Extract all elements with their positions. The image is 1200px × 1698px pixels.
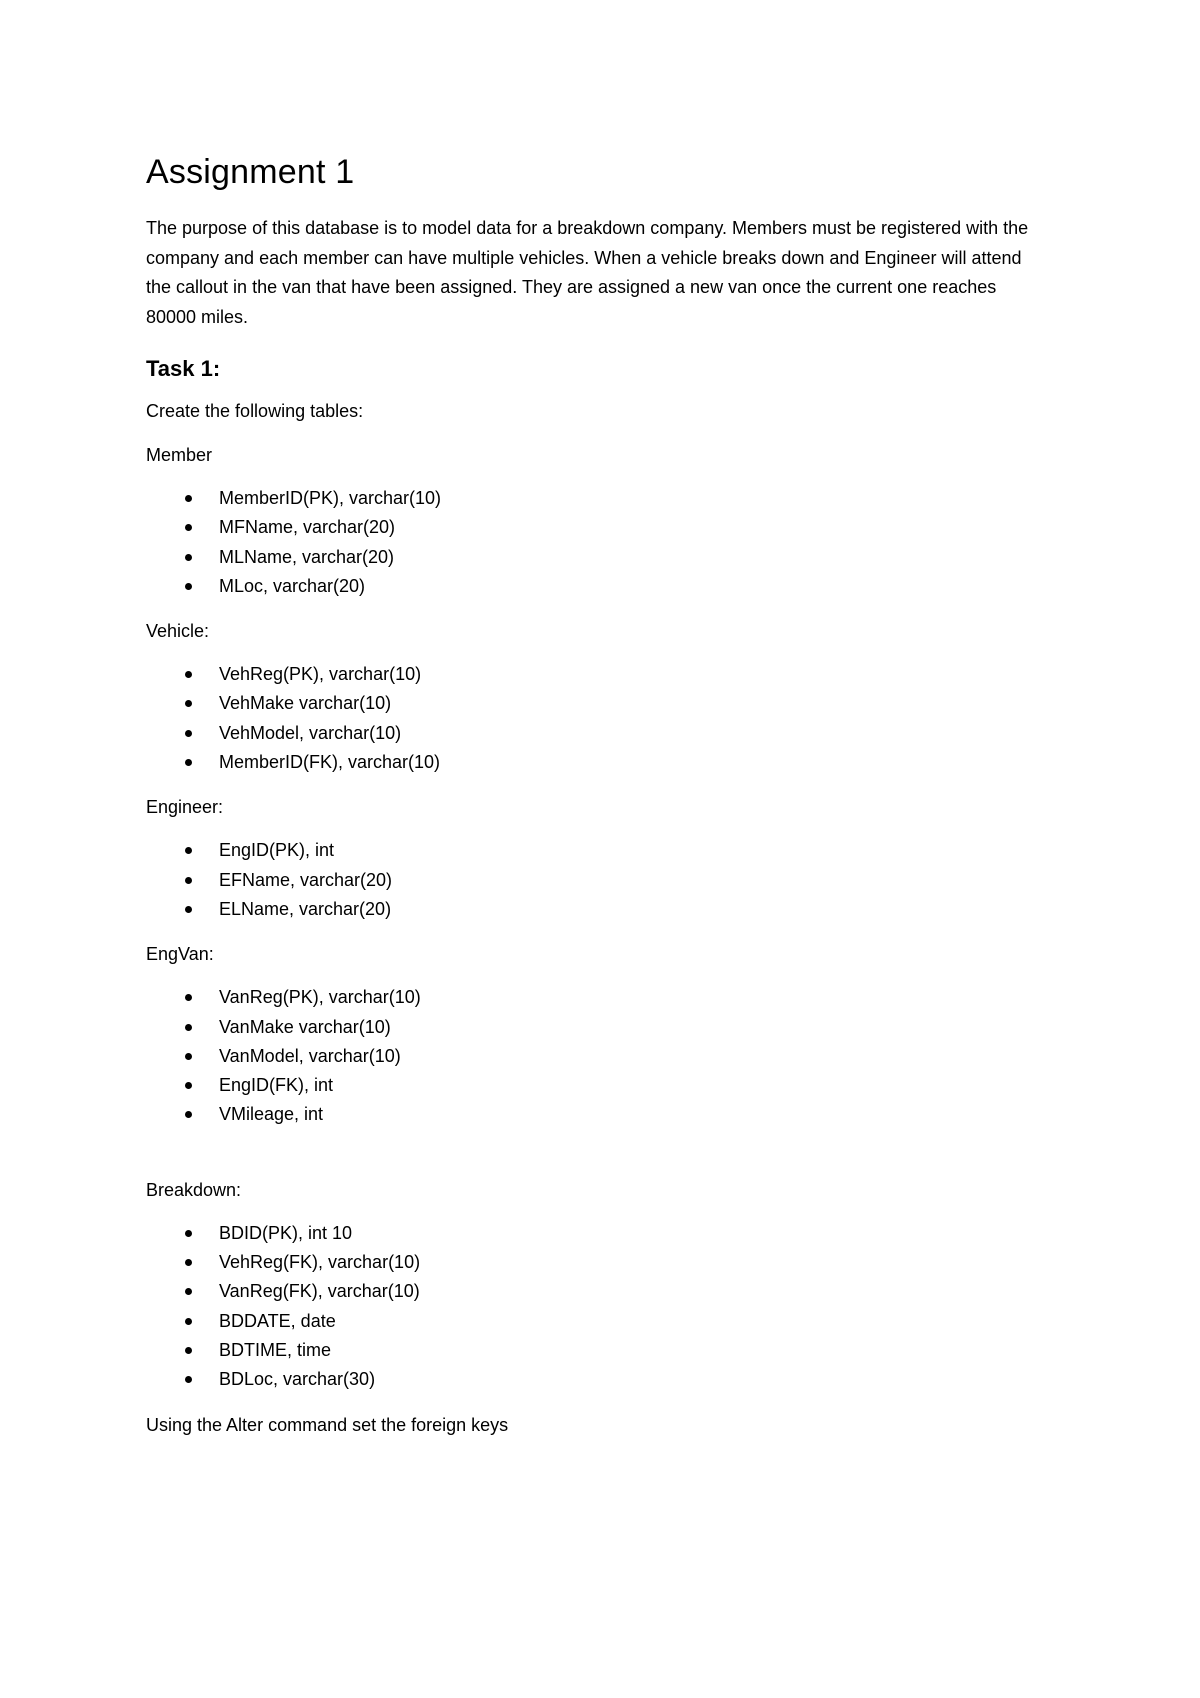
bullet-icon <box>185 877 192 884</box>
list-item <box>146 866 1046 895</box>
field-text: VanReg(FK), varchar(10) <box>219 1281 420 1302</box>
list-item <box>146 983 1046 1012</box>
field-text: BDTIME, time <box>219 1339 332 1360</box>
field-text: VehReg(FK), varchar(10) <box>219 1252 421 1273</box>
document-title: Assignment 1 <box>146 153 355 191</box>
table-name-vehicle: Vehicle: <box>146 621 210 642</box>
field-text: BDLoc, varchar(30) <box>219 1369 376 1390</box>
bullet-icon <box>185 1259 192 1266</box>
list-item <box>146 1248 1046 1277</box>
field-text: VanReg(PK), varchar(10) <box>219 987 421 1008</box>
list-item <box>146 660 1046 689</box>
bullet-icon <box>185 1288 192 1295</box>
document-content <box>146 150 1046 1456</box>
list-item <box>146 1277 1046 1306</box>
field-text: VehMake varchar(10) <box>219 693 392 714</box>
field-list-engvan <box>146 983 1046 1129</box>
bullet-icon <box>185 994 192 1001</box>
bullet-icon <box>185 1053 192 1060</box>
field-list-member <box>146 484 1046 601</box>
bullet-icon <box>185 524 192 531</box>
bullet-icon <box>185 906 192 913</box>
bullet-icon <box>185 1024 192 1031</box>
list-item <box>146 1307 1046 1336</box>
field-list-vehicle <box>146 660 1046 777</box>
field-text: MLoc, varchar(20) <box>219 575 366 596</box>
closing-instruction: Using the Alter command set the foreign keys <box>146 1414 509 1435</box>
bullet-icon <box>185 554 192 561</box>
field-list-breakdown <box>146 1219 1046 1395</box>
list-item <box>146 513 1046 542</box>
bullet-icon <box>185 1230 192 1237</box>
field-text: VanMake varchar(10) <box>219 1016 391 1037</box>
bullet-icon <box>185 847 192 854</box>
list-item <box>146 484 1046 513</box>
field-text: VehModel, varchar(10) <box>219 722 402 743</box>
list-item <box>146 689 1046 718</box>
bullet-icon <box>185 583 192 590</box>
field-text: ELName, varchar(20) <box>219 898 392 919</box>
field-text: BDID(PK), int 10 <box>219 1222 353 1243</box>
list-item <box>146 543 1046 572</box>
field-text: VehReg(PK), varchar(10) <box>219 664 422 685</box>
list-item <box>146 895 1046 924</box>
bullet-icon <box>185 1376 192 1383</box>
list-item <box>146 1042 1046 1071</box>
list-item <box>146 1100 1046 1129</box>
list-item <box>146 1365 1046 1394</box>
table-name-engvan: EngVan: <box>146 944 214 965</box>
bullet-icon <box>185 759 192 766</box>
field-text: VanModel, varchar(10) <box>219 1045 401 1066</box>
list-item <box>146 1336 1046 1365</box>
field-text: EngID(FK), int <box>219 1075 334 1096</box>
bullet-icon <box>185 730 192 737</box>
list-item <box>146 719 1046 748</box>
list-item <box>146 836 1046 865</box>
list-item <box>146 1071 1046 1100</box>
field-text: VMileage, int <box>219 1104 324 1125</box>
list-item <box>146 572 1046 601</box>
field-text: BDDATE, date <box>219 1310 336 1331</box>
bullet-icon <box>185 1318 192 1325</box>
bullet-icon <box>185 495 192 502</box>
spacer <box>146 1147 1046 1177</box>
table-name-engineer: Engineer: <box>146 797 224 818</box>
list-item <box>146 1219 1046 1248</box>
bullet-icon <box>185 1082 192 1089</box>
instruction-text: Create the following tables: <box>146 401 364 421</box>
table-name-breakdown: Breakdown: <box>146 1179 242 1200</box>
field-text: MFName, varchar(20) <box>219 517 396 538</box>
task-heading: Task 1: <box>146 356 221 381</box>
field-text: MemberID(PK), varchar(10) <box>219 488 442 508</box>
list-item <box>146 1013 1046 1042</box>
bullet-icon <box>185 1111 192 1118</box>
field-text: EFName, varchar(20) <box>219 869 393 890</box>
intro-paragraph: The purpose of this database is to model data for a breakdown company. Members must be registered with the company and each member can have multiple vehicles. When a vehicle breaks down and Engineer will attend the callout in the van that have been assigned. They are assigned a new van once the current one reaches 80000 miles. <box>146 218 1029 327</box>
field-text: MLName, varchar(20) <box>219 546 395 567</box>
field-text: EngID(PK), int <box>219 840 335 861</box>
bullet-icon <box>185 700 192 707</box>
table-name-member: Member <box>146 445 213 465</box>
field-list-engineer <box>146 836 1046 924</box>
bullet-icon <box>185 1347 192 1354</box>
bullet-icon <box>185 671 192 678</box>
field-text: MemberID(FK), varchar(10) <box>219 752 441 773</box>
list-item <box>146 748 1046 777</box>
